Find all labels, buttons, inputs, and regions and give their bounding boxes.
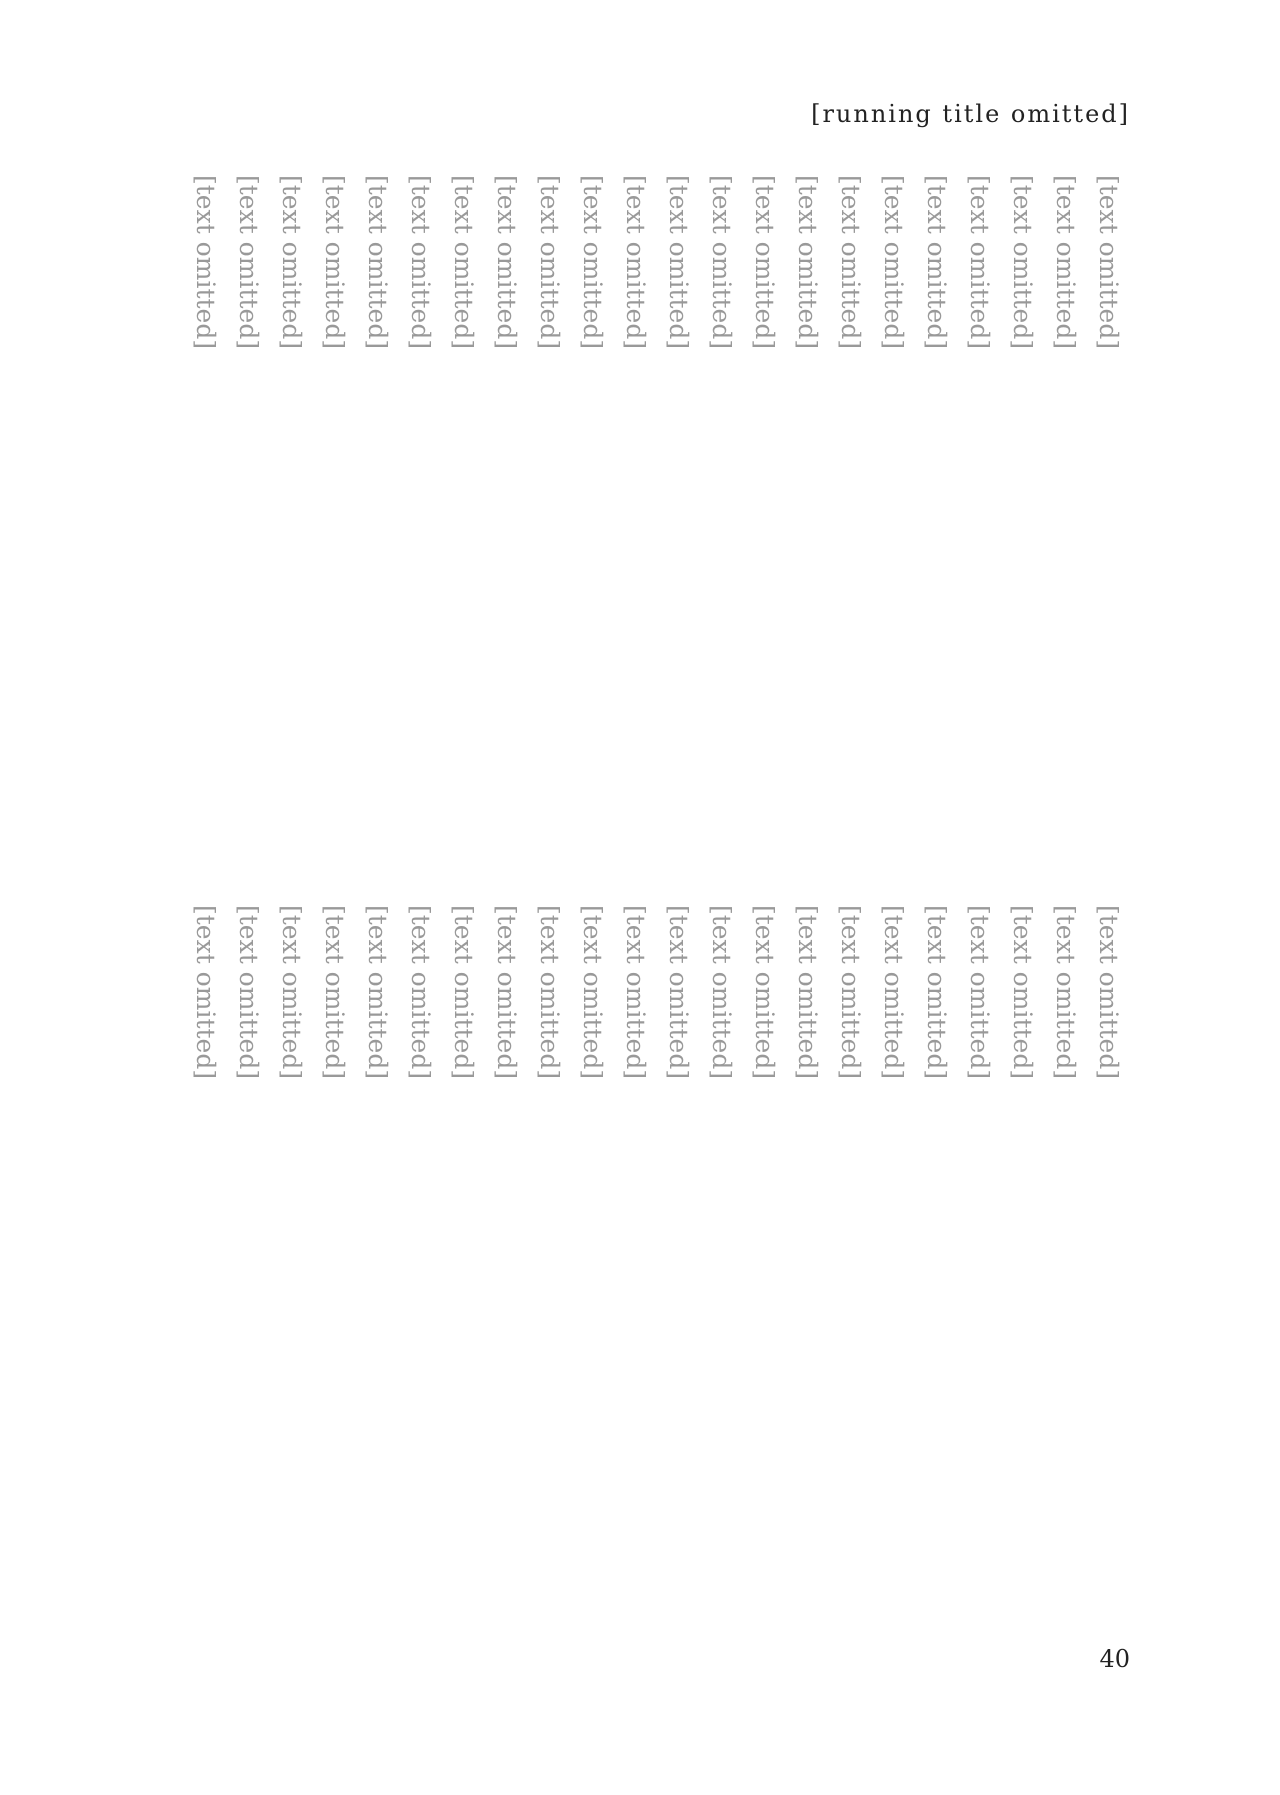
text-column: [text omitted] [363, 175, 392, 350]
text-column: [text omitted] [1051, 905, 1080, 1080]
text-column: [text omitted] [707, 905, 736, 1080]
text-column: [text omitted] [836, 905, 865, 1080]
text-column: [text omitted] [406, 905, 435, 1080]
text-column: [text omitted] [965, 175, 994, 350]
text-column: [text omitted] [449, 905, 478, 1080]
text-column: [text omitted] [707, 175, 736, 350]
text-column: [text omitted] [535, 905, 564, 1080]
text-column: [text omitted] [1051, 175, 1080, 350]
text-column: [text omitted] [277, 175, 306, 350]
text-column: [text omitted] [1008, 175, 1037, 350]
text-column: [text omitted] [664, 905, 693, 1080]
text-column: [text omitted] [234, 175, 263, 350]
text-column: [text omitted] [449, 175, 478, 350]
text-column: [text omitted] [621, 175, 650, 350]
text-column: [text omitted] [578, 905, 607, 1080]
text-column: [text omitted] [879, 905, 908, 1080]
page-number: 40 [1099, 1645, 1130, 1673]
text-column: [text omitted] [406, 175, 435, 350]
text-column: [text omitted] [793, 905, 822, 1080]
text-column: [text omitted] [965, 905, 994, 1080]
text-column: [text omitted] [320, 905, 349, 1080]
text-column: [text omitted] [922, 175, 951, 350]
text-column: [text omitted] [621, 905, 650, 1080]
text-column: [text omitted] [793, 175, 822, 350]
text-column: [text omitted] [664, 175, 693, 350]
text-column: [text omitted] [750, 175, 779, 350]
text-column: [text omitted] [1094, 175, 1123, 350]
text-column: [text omitted] [879, 175, 908, 350]
text-block-bottom [190, 905, 1130, 1585]
text-column: [text omitted] [277, 905, 306, 1080]
text-column: [text omitted] [191, 905, 220, 1080]
text-column: [text omitted] [234, 905, 263, 1080]
text-column: [text omitted] [363, 905, 392, 1080]
text-block-top [190, 175, 1130, 855]
text-column: [text omitted] [535, 175, 564, 350]
text-column: [text omitted] [836, 175, 865, 350]
running-header: [running title omitted] [811, 100, 1130, 128]
text-column: [text omitted] [1008, 905, 1037, 1080]
text-column: [text omitted] [492, 905, 521, 1080]
text-column: [text omitted] [750, 905, 779, 1080]
text-column: [text omitted] [922, 905, 951, 1080]
text-column: [text omitted] [578, 175, 607, 350]
text-column: [text omitted] [492, 175, 521, 350]
text-column: [text omitted] [320, 175, 349, 350]
text-column: [text omitted] [1094, 905, 1123, 1080]
text-column: [text omitted] [191, 175, 220, 350]
